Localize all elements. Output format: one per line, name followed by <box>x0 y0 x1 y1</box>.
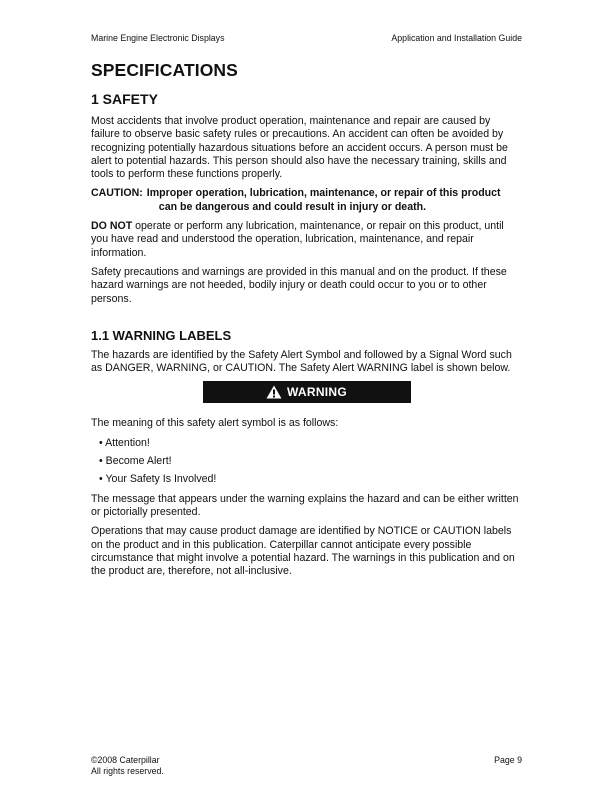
warning-labels-paragraph-4: Operations that may cause product damage are identified by NOTICE or CAUTION labels on the product and in this publication. Caterpillar cannot anticipate every possible circumstance that might involve a potential hazard. The warnings in this publication and on the product are, therefore, not all-inclusive. <box>91 525 515 578</box>
warning-label-figure <box>91 381 522 403</box>
caution-text <box>143 187 501 214</box>
section-heading-warning-labels: 1.1 WARNING LABELS <box>91 327 232 343</box>
page-number: Page 9 <box>494 755 522 765</box>
section-heading-safety: 1 SAFETY <box>91 91 158 107</box>
list-item: • Become Alert! <box>99 455 522 468</box>
copyright-text: ©2008 Caterpillar <box>91 755 160 765</box>
safety-alert-icon <box>266 385 282 399</box>
donot-text: operate or perform any lubrication, maintenance, or repair on this product, until you have read and understood the operation, lubrication, maintenance, and repair information. <box>91 220 504 259</box>
caution-label: CAUTION: <box>91 187 143 200</box>
list-item: • Attention! <box>99 437 522 450</box>
warning-label <box>203 381 411 403</box>
caution-notice <box>91 187 522 214</box>
warning-labels-paragraph-1: The hazards are identified by the Safety Alert Symbol and followed by a Signal Word such as DANGER, WARNING, or CAUTION. The Safety Alert WARNING label is shown below. <box>91 348 512 375</box>
safety-paragraph-1: Most accidents that involve product operation, maintenance and repair are caused by failure to observe basic safety rules or precautions. An accident can often be avoided by recognizing potentially hazardous situations before an accident occurs. A person must be alert to potential hazards. This person should also have the necessary training, skills and tools to perform these functions properly. <box>91 115 508 181</box>
alert-meaning-list <box>91 437 522 487</box>
header-doc-title: Marine Engine Electronic Displays <box>91 33 225 43</box>
warning-label-text: WARNING <box>286 385 348 400</box>
page-footer-copyright <box>91 755 164 777</box>
donot-paragraph <box>91 220 522 260</box>
caution-line-1: Improper operation, lubrication, maintenance, or repair of this product <box>146 187 501 200</box>
list-item: • Your Safety Is Involved! <box>99 473 522 486</box>
page-header <box>91 33 522 43</box>
warning-labels-paragraph-3: The message that appears under the warning explains the hazard and can be either written or pictorially presented. <box>91 492 519 518</box>
header-guide-title: Application and Installation Guide <box>391 33 522 43</box>
rights-text: All rights reserved. <box>91 766 164 776</box>
donot-label: DO NOT <box>91 220 133 233</box>
caution-line-2: can be dangerous and could result in injury or death. <box>158 200 427 213</box>
page-content <box>91 60 522 584</box>
safety-paragraph-3: Safety precautions and warnings are provided in this manual and on the product. If these hazard warnings are not heeded, bodily injury or death could occur to you or to other persons. <box>91 265 507 305</box>
warning-labels-paragraph-2: The meaning of this safety alert symbol is as follows: <box>91 417 339 430</box>
page-title: SPECIFICATIONS <box>91 60 238 80</box>
